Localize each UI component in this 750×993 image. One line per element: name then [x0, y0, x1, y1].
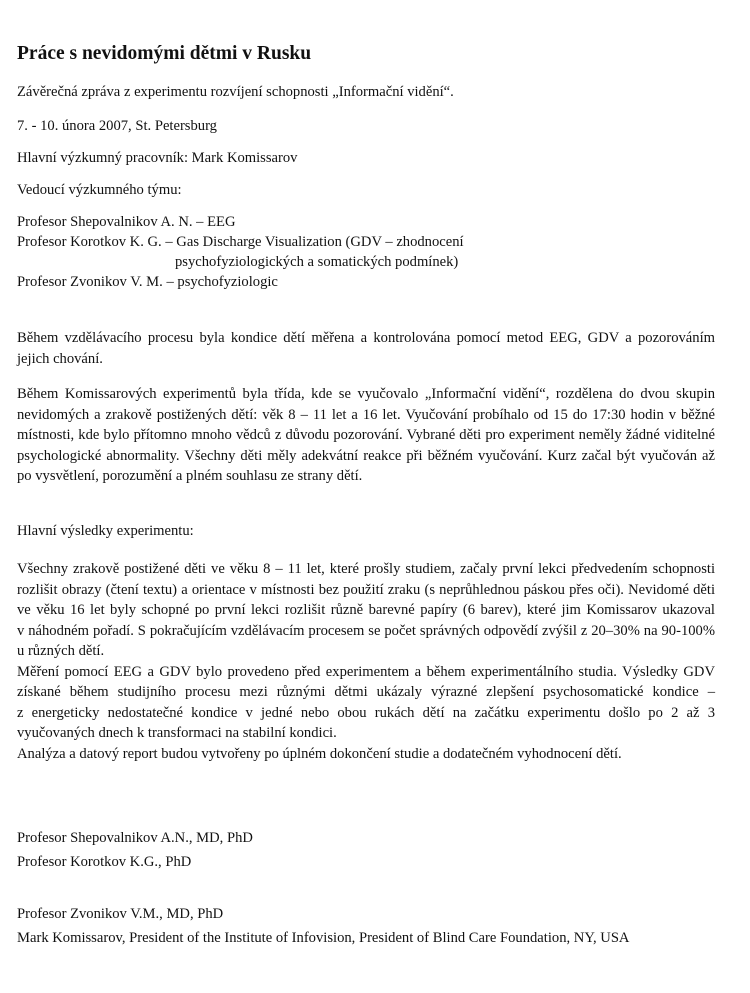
- paragraph-line: místnosti, kde bylo přítomno mnoho vědců z důvodu pozorování. Vybrané děti pro experiment neměly žádné viditelné: [17, 427, 715, 443]
- date-place: 7. - 10. února 2007, St. Petersburg: [17, 118, 217, 134]
- paragraph-line: Analýza a datový report budou vytvořeny po úplném dokončení studie a dodatečném vyhodnocení dětí.: [17, 745, 622, 762]
- lead-researcher: Hlavní výzkumný pracovník: Mark Komissarov: [17, 150, 298, 166]
- signature-korotkov: Profesor Korotkov K.G., PhD: [17, 854, 192, 870]
- results-heading: Hlavní výsledky experimentu:: [17, 523, 194, 539]
- team-member-shepovalnikov: Profesor Shepovalnikov A. N. – EEG: [17, 214, 236, 230]
- paragraph-line: Všechny zrakově postižené děti ve věku 8 – 11 let, které prošly studiem, začaly první lekci předvedením schopnosti: [17, 561, 715, 577]
- paragraph-results: [17, 559, 715, 764]
- team-member-zvonikov: Profesor Zvonikov V. M. – psychofyziologic: [17, 274, 278, 290]
- paragraph-line: vyučovaných dnech k transformaci na stabilní kondici.: [17, 725, 337, 741]
- paragraph-line: Během vzdělávacího procesu byla kondice dětí měřena a kontrolována pomocí metod EEG, GDV a pozorováním: [17, 330, 715, 346]
- paragraph-line: ve věku 16 let byly schopné po první lekci rozlišit různě barevné papíry (6 barev), které jim Komissarov ukazoval: [17, 602, 715, 618]
- paragraph-measurement: [17, 328, 715, 369]
- signature-shepovalnikov: Profesor Shepovalnikov A.N., MD, PhD: [17, 830, 253, 846]
- paragraph-experiments: [17, 384, 715, 487]
- paragraph-line: v náhodném pořadí. S pokračujícím vzdělávacím procesem se počet správných odpovědí zvýšil z 20–30% na 90-100%: [17, 622, 715, 639]
- signature-komissarov: Mark Komissarov, President of the Institute of Infovision, President of Blind Care Foundation, NY, USA: [17, 930, 630, 946]
- paragraph-line: Během Komissarových experimentů byla třída, kde se vyučovalo „Informační vidění“, rozdělena do dvou skupin: [17, 386, 715, 402]
- team-member-korotkov-continued: psychofyziologických a somatických podmínek): [175, 254, 459, 270]
- paragraph-line: po vysvětlení, porozumění a plném souhlasu ze strany dětí.: [17, 468, 363, 484]
- paragraph-line: nevidomých a zrakově postižených dětí: věk 8 – 11 let a 16 let. Vyučování probíhalo od 15 do 17:30 hodin v běžné: [17, 406, 715, 423]
- paragraph-line: psychologické abnormality. Všechny děti měly adekvátní reakce při běžném vyučování. Kurz začal být vyučován až: [17, 447, 715, 464]
- team-heading: Vedoucí výzkumného týmu:: [17, 182, 182, 198]
- report-subtitle: Závěrečná zpráva z experimentu rozvíjení schopnosti „Informační vidění“.: [17, 84, 454, 100]
- paragraph-line: Měření pomocí EEG a GDV bylo provedeno před experimentem a během experimentálního studia. Výsledky GDV: [17, 663, 715, 680]
- paragraph-line: u různých dětí.: [17, 643, 105, 659]
- team-member-korotkov: Profesor Korotkov K. G. – Gas Discharge Visualization (GDV – zhodnocení: [17, 234, 464, 250]
- paragraph-line: získané během studijního procesu mezi různými dětmi ukázaly výrazné zlepšení psychosomatické kondice –: [17, 684, 715, 700]
- signature-zvonikov: Profesor Zvonikov V.M., MD, PhD: [17, 906, 224, 922]
- document-title: Práce s nevidomými dětmi v Rusku: [17, 43, 312, 64]
- paragraph-line: jejich chování.: [17, 350, 103, 367]
- paragraph-line: rozlišit obrazy (čtení textu) a orientace v místnosti bez použití zraku (s neprůhlednou páskou přes oči). Nevidomé děti: [17, 581, 715, 598]
- paragraph-line: z energeticky nedostatečné kondice v jedné nebo obou rukách dětí na začátku experimentu došlo po 2 až 3: [17, 704, 715, 721]
